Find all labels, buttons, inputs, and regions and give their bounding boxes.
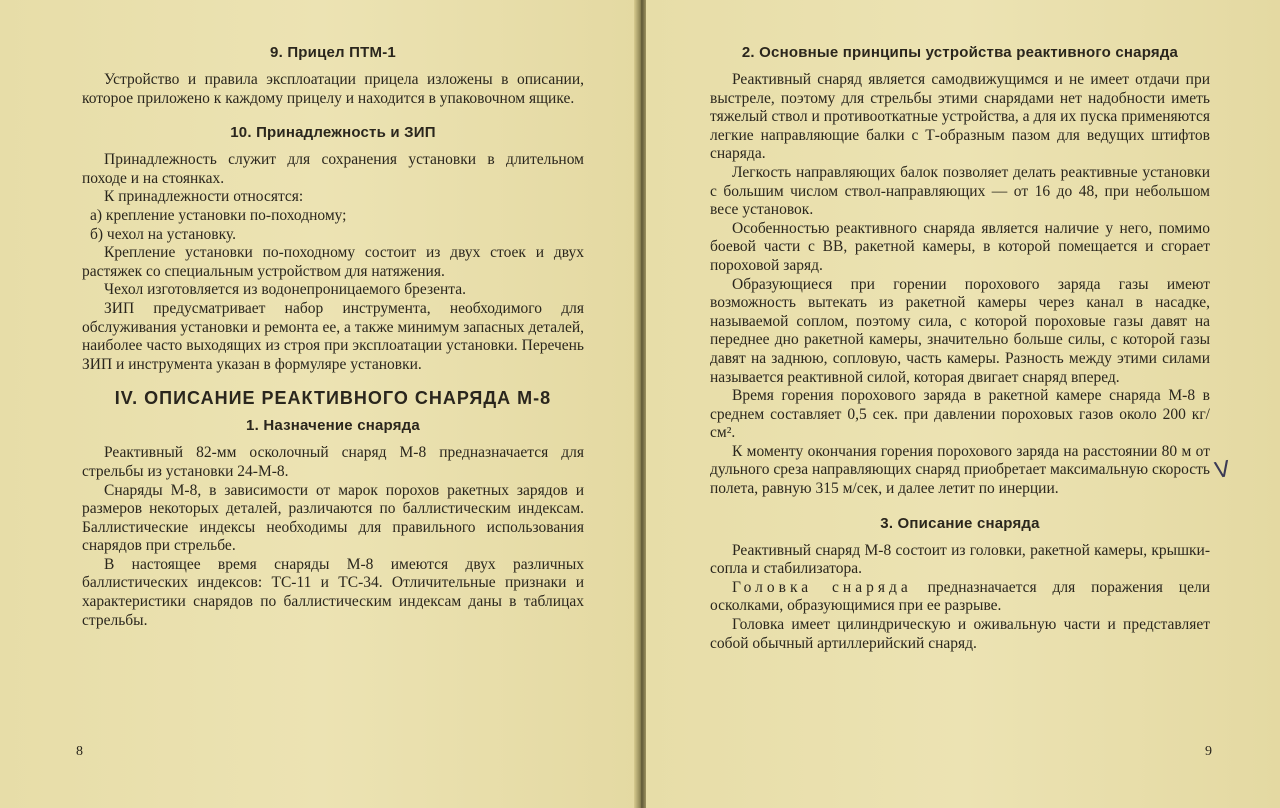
section-2-paragraph-4: Образующиеся при горении порохового заряда газы имеют возможность вытекать из ракетной камеры через канал в насадке, называемой соплом, поэтому сила, с которой пороховые газы давят на переднее дно ракетной камеры, значительно больше силы, с которой газы давят на заднюю, сопловую, часть камеры. Разность между этими силами называется реактивной силой, которая двигает снаряд вперед. [710,275,1210,386]
section-9-paragraph: Устройство и правила эксплоатации прицела изложены в описании, которое приложено к каждому прицелу и находится в упаковочном ящике. [82,71,584,107]
section-10-paragraph-3: Крепление установки по-походному состоит из двух стоек и двух растяжек со специальным устройством для натяжения. [82,244,584,280]
section-1-paragraph-2: Снаряды М-8, в зависимости от марок порохов ракетных зарядов и размеров некоторых деталей, различаются по баллистическим индексам. Баллистические индексы необходимы для правильного использования снарядов при стрельбе. [82,481,584,555]
section-1-title: 1. Назначение снаряда [246,417,420,435]
section-3-paragraph-3: Головка имеет цилиндрическую и оживальную части и представляет собой обычный артиллерийский снаряд. [710,616,1210,652]
section-2-paragraph-6: К моменту окончания горения порохового заряда на расстоянии 80 м от дульного среза направляющих снаряд приобретает максимальную скорость полета, равную 315 м/сек, и далее летит по инерции. [710,442,1210,498]
section-2-paragraph-1: Реактивный снаряд является самодвижущимся и не имеет отдачи при выстреле, поэтому для стрельбы этими снарядами нет надобности иметь тяжелый ствол и противооткатные устройства, а для их пуска применяются легкие направляющие балки с Т-образным пазом для ведущих штифтов снаряда. [710,71,1210,163]
section-10-title: 10. Принадлежность и ЗИП [230,124,436,142]
section-2-paragraph-2: Легкость направляющих балок позволяет делать реактивные установки с большим числом ствол-направляющих — от 16 до 48, при небольшом весе установок. [710,163,1210,219]
chapter-title: IV. ОПИСАНИЕ РЕАКТИВНОГО СНАРЯДА М-8 [114,388,552,409]
handwritten-check-mark: V [1212,456,1233,485]
section-1-paragraph-1: Реактивный 82-мм осколочный снаряд М-8 предназначается для стрельбы из установки 24-М-8. [82,444,584,480]
spaced-term: Головка снаряда [732,578,912,596]
section-10-paragraph-5: ЗИП предусматривает набор инструмента, необходимого для обслуживания установки и ремонта ее, а также минимум запасных деталей, наиболее часто выходящих из строя при эксплоатации установки. Перечень ЗИП и инструмента указан в формуляре установки. [82,299,584,373]
section-3-paragraph-2-rest: предназначается для поражения цели осколками, образующимися при ее разрыве. [710,578,1210,615]
page-number-left: 8 [76,744,83,759]
section-2-title: 2. Основные принципы устройства реактивного снаряда [741,44,1179,61]
section-3-paragraph-2 [710,579,1210,616]
section-9-title: 9. Прицел ПТМ-1 [270,44,396,61]
section-3-paragraph-1: Реактивный снаряд М-8 состоит из головки, ракетной камеры, крышки-сопла и стабилизатора. [710,541,1210,578]
section-10-paragraph-1: Принадлежность служит для сохранения установки в длительном походе и на стоянках. [82,151,584,187]
section-2-paragraph-3: Особенностью реактивного снаряда является наличие у него, помимо боевой части с ВВ, ракетной камеры, в которой помещается и сгорает пороховой заряд. [710,219,1210,274]
right-page [646,0,1280,808]
section-10-item-a: а) крепление установки по-походному; [90,206,347,224]
section-10-item-b: б) чехол на установку. [90,225,236,243]
section-1-paragraph-3: В настоящее время снаряды М-8 имеются двух различных баллистических индексов: ТС-11 и ТС-34. Отличительные признаки и характеристики снарядов по баллистическим индексам даны в таблицах стрельбы. [82,555,584,629]
page-number-right: 9 [1205,744,1212,759]
section-2-paragraph-5: Время горения порохового заряда в ракетной камере снаряда М-8 в среднем составляет 0,5 сек. при давлении пороховых газов около 200 кг/см². [710,387,1210,442]
section-10-paragraph-2: К принадлежности относятся: [104,188,304,206]
section-10-paragraph-4: Чехол изготовляется из водонепроницаемого брезента. [104,281,466,299]
section-3-title: 3. Описание снаряда [880,514,1040,532]
